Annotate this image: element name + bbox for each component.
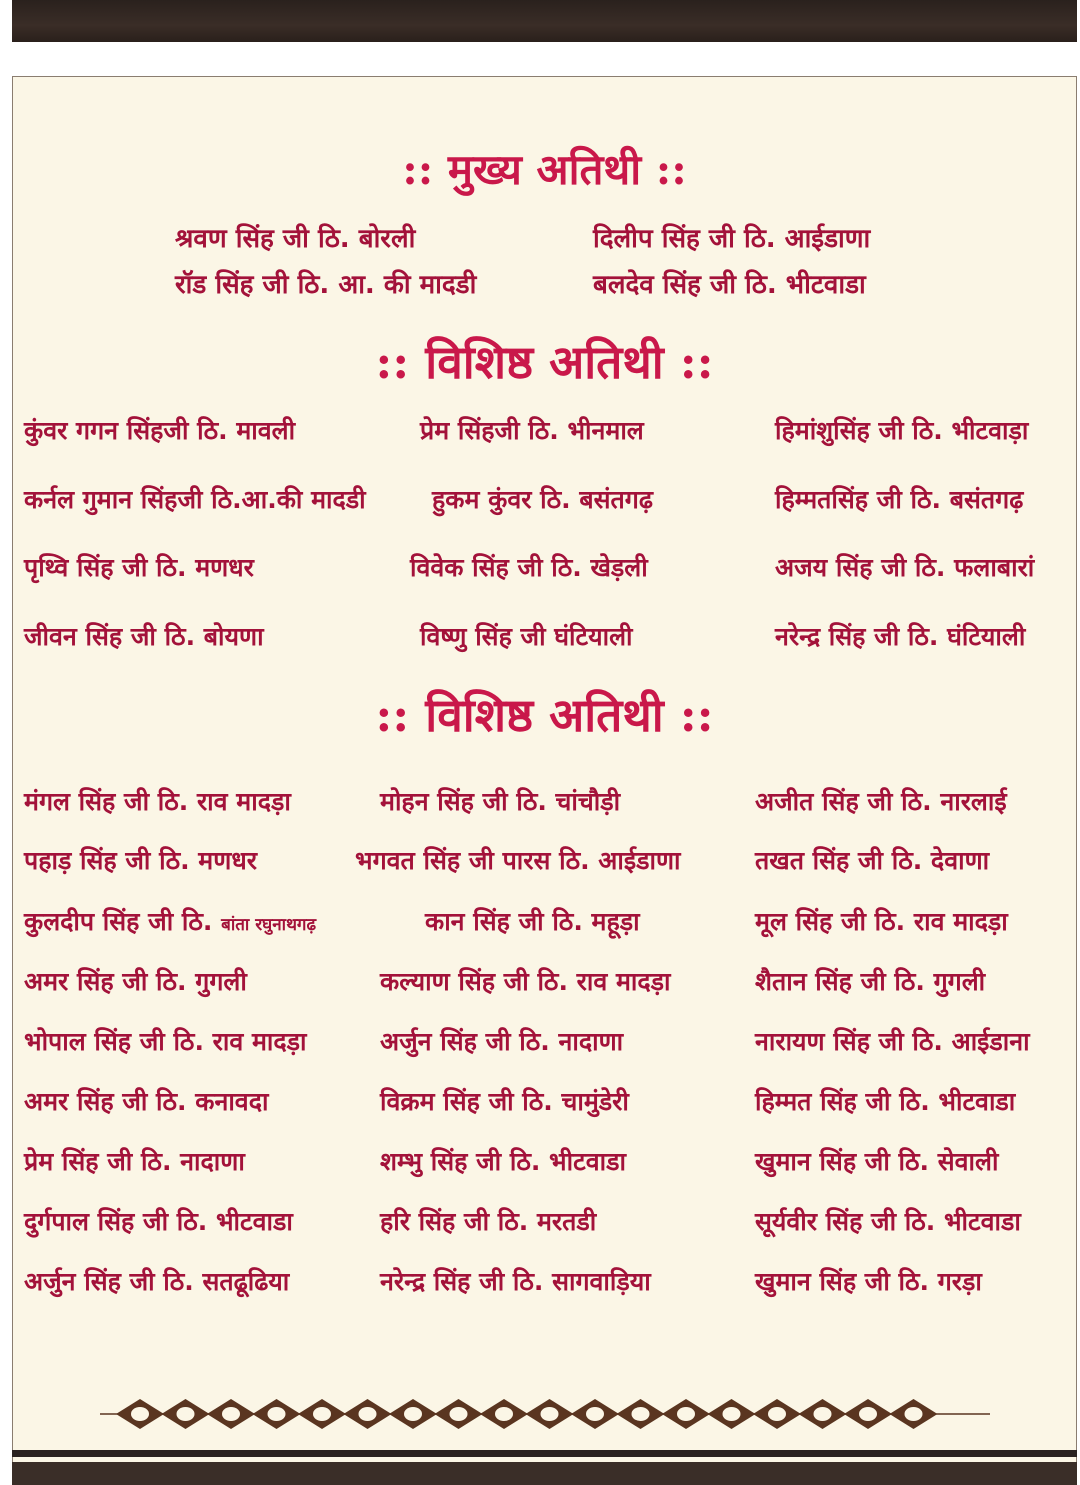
special-guest-12: नरेन्द्र सिंह जी ठि. घंटियाली: [775, 622, 1026, 651]
special-guest-5: हुकम कुंवर ठि. बसंतगढ़: [432, 485, 653, 514]
special-guests-heading-2: :: विशिष्ठ अतिथी ::: [375, 688, 714, 742]
bottom-decorative-bar: [12, 1462, 1077, 1485]
chain-hole: [632, 1407, 650, 1421]
guest-2-row5-col3: नारायण सिंह जी ठि. आईडाना: [755, 1027, 1030, 1056]
chief-guest-3: रॉड सिंह जी ठि. आ. की मादडी: [175, 270, 477, 300]
bottom-rule: [12, 1450, 1077, 1457]
chain-hole: [177, 1407, 195, 1421]
chain-hole: [404, 1407, 422, 1421]
chief-guests-heading: :: मुख्य अतिथी ::: [402, 145, 687, 194]
guest-2-row2-col2: भगवत सिंह जी पारस ठि. आईडाणा: [355, 846, 681, 875]
diamond-chain-border-icon: [100, 1388, 990, 1440]
kuldeep-name: कुलदीप सिंह जी ठि.: [24, 907, 213, 936]
guest-2-row9-col1: अर्जुन सिंह जी ठि. सतढूढिया: [24, 1267, 290, 1296]
chain-hole: [723, 1407, 741, 1421]
special-guest-10: जीवन सिंह जी ठि. बोयणा: [24, 622, 264, 651]
guest-2-row4-col3: शैतान सिंह जी ठि. गुगली: [755, 967, 986, 996]
guest-2-row9-col2: नरेन्द्र सिंह जी ठि. सागवाड़िया: [380, 1267, 651, 1296]
guest-2-row1-col2: मोहन सिंह जी ठि. चांचौड़ी: [380, 787, 621, 816]
guest-2-row8-col2: हरि सिंह जी ठि. मरतडी: [380, 1207, 597, 1236]
chain-hole: [586, 1407, 604, 1421]
guest-2-row7-col1: प्रेम सिंह जी ठि. नादाणा: [24, 1147, 245, 1176]
chain-hole: [313, 1407, 331, 1421]
chain-hole: [541, 1407, 559, 1421]
guest-2-row8-col3: सूर्यवीर सिंह जी ठि. भीटवाडा: [755, 1207, 1021, 1236]
special-guest-4: कर्नल गुमान सिंहजी ठि.आ.की मादडी: [24, 485, 366, 514]
special-guest-8: विवेक सिंह जी ठि. खेड़ली: [410, 553, 648, 582]
chief-guest-2: दिलीप सिंह जी ठि. आईडाणा: [593, 224, 871, 254]
guest-2-row5-col2: अर्जुन सिंह जी ठि. नादाणा: [380, 1027, 624, 1056]
special-guests-heading-1: :: विशिष्ठ अतिथी ::: [375, 335, 714, 389]
chain-hole: [359, 1407, 377, 1421]
guest-2-row6-col1: अमर सिंह जी ठि. कनावदा: [24, 1087, 269, 1116]
chain-hole: [905, 1407, 923, 1421]
chain-hole: [222, 1407, 240, 1421]
special-guest-11: विष्णु सिंह जी घंटियाली: [420, 622, 633, 651]
guest-2-row2-col1: पहाड़ सिंह जी ठि. मणधर: [24, 846, 257, 875]
guest-2-row2-col3: तखत सिंह जी ठि. देवाणा: [755, 846, 990, 875]
guest-2-row1-col3: अजीत सिंह जी ठि. नारलाई: [755, 787, 1007, 816]
guest-2-row9-col3: खुमान सिंह जी ठि. गरड़ा: [755, 1267, 982, 1296]
guest-2-row6-col2: विक्रम सिंह जी ठि. चामुंडेरी: [380, 1087, 629, 1116]
chain-hole: [450, 1407, 468, 1421]
chain-hole: [268, 1407, 286, 1421]
guest-2-row4-col1: अमर सिंह जी ठि. गुगली: [24, 967, 247, 996]
special-guest-6: हिम्मतसिंह जी ठि. बसंतगढ़: [775, 485, 1024, 514]
chain-hole: [859, 1407, 877, 1421]
special-guest-3: हिमांशुसिंह जी ठि. भीटवाड़ा: [775, 416, 1029, 445]
special-guest-7: पृथ्वि सिंह जी ठि. मणधर: [24, 553, 254, 582]
guest-2-row3-col3: मूल सिंह जी ठि. राव मादड़ा: [755, 907, 1008, 936]
guest-2-row6-col3: हिम्मत सिंह जी ठि. भीटवाडा: [755, 1087, 1016, 1116]
chief-guest-4: बलदेव सिंह जी ठि. भीटवाडा: [593, 270, 866, 300]
guest-2-row3-col2: कान सिंह जी ठि. महूड़ा: [425, 907, 640, 936]
chain-hole: [768, 1407, 786, 1421]
guest-2-row3-col1: [24, 907, 316, 940]
chief-guest-1: श्रवण सिंह जी ठि. बोरली: [175, 224, 416, 254]
chain-hole: [814, 1407, 832, 1421]
guest-2-row4-col2: कल्याण सिंह जी ठि. राव मादड़ा: [380, 967, 671, 996]
invitation-card: [12, 76, 1077, 1476]
guest-2-row7-col2: शम्भु सिंह जी ठि. भीटवाडा: [380, 1147, 626, 1176]
guest-2-row5-col1: भोपाल सिंह जी ठि. राव मादड़ा: [24, 1027, 307, 1056]
top-decorative-bar: [12, 0, 1077, 42]
special-guest-1: कुंवर गगन सिंहजी ठि. मावली: [24, 416, 296, 445]
chain-hole: [495, 1407, 513, 1421]
guest-2-row1-col1: मंगल सिंह जी ठि. राव मादड़ा: [24, 787, 291, 816]
kuldeep-place: बांता रघुनाथगढ़: [221, 915, 317, 935]
special-guest-9: अजय सिंह जी ठि. फलाबारां: [775, 553, 1035, 582]
special-guest-2: प्रेम सिंहजी ठि. भीनमाल: [420, 416, 644, 445]
chain-hole: [677, 1407, 695, 1421]
guest-2-row7-col3: खुमान सिंह जी ठि. सेवाली: [755, 1147, 999, 1176]
chain-hole: [131, 1407, 149, 1421]
guest-2-row8-col1: दुर्गपाल सिंह जी ठि. भीटवाडा: [24, 1207, 293, 1236]
